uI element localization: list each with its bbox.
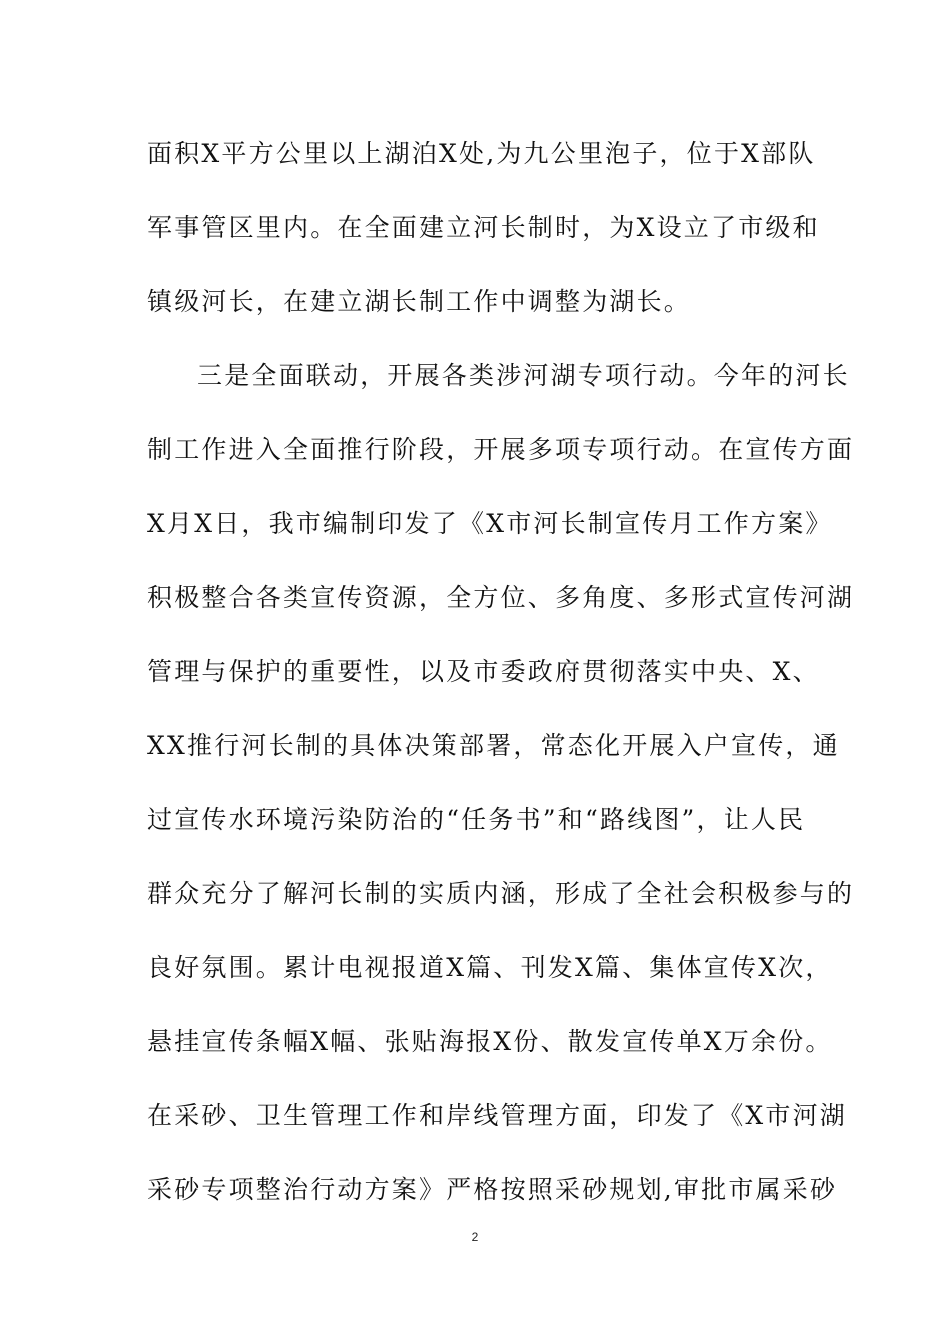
body-text-line: 群众充分了解河长制的实质内涵，形成了全社会积极参与的 (147, 879, 855, 908)
body-text-line: 军事管区里内。在全面建立河长制时，为X设立了市级和 (147, 213, 820, 242)
body-text-line: 面积X平方公里以上湖泊X处,为九公里泡子，位于X部队 (147, 139, 816, 168)
body-text-line: X月X日，我市编制印发了《X市河长制宣传月工作方案》 (147, 509, 833, 538)
body-text-line: 采砂专项整治行动方案》严格按照采砂规划,审批市属采砂 (147, 1175, 838, 1204)
body-text-line: 镇级河长，在建立湖长制工作中调整为湖长。 (147, 287, 692, 316)
body-text-line: 积极整合各类宣传资源，全方位、多角度、多形式宣传河湖 (147, 583, 855, 612)
body-text-line: 悬挂宣传条幅X幅、张贴海报X份、散发宣传单X万余份。 (147, 1027, 833, 1056)
body-text-line: XX推行河长制的具体决策部署，常态化开展入户宣传，通 (147, 731, 840, 760)
body-text-line: 管理与保护的重要性，以及市委政府贯彻落实中央、X、 (147, 657, 820, 686)
body-text-line: 制工作进入全面推行阶段，开展多项专项行动。在宣传方面 (147, 435, 855, 464)
body-text-line: 在采砂、卫生管理工作和岸线管理方面，印发了《X市河湖 (147, 1101, 848, 1130)
page-number: 2 (471, 1230, 479, 1244)
paragraph-first-line: 三是全面联动，开展各类涉河湖专项行动。今年的河长 (197, 361, 850, 390)
body-text-line: 良好氛围。累计电视报道X篇、刊发X篇、集体宣传X次， (147, 953, 833, 982)
body-text-line: 过宣传水环境污染防治的“任务书”和“路线图”，让人民 (147, 805, 806, 834)
